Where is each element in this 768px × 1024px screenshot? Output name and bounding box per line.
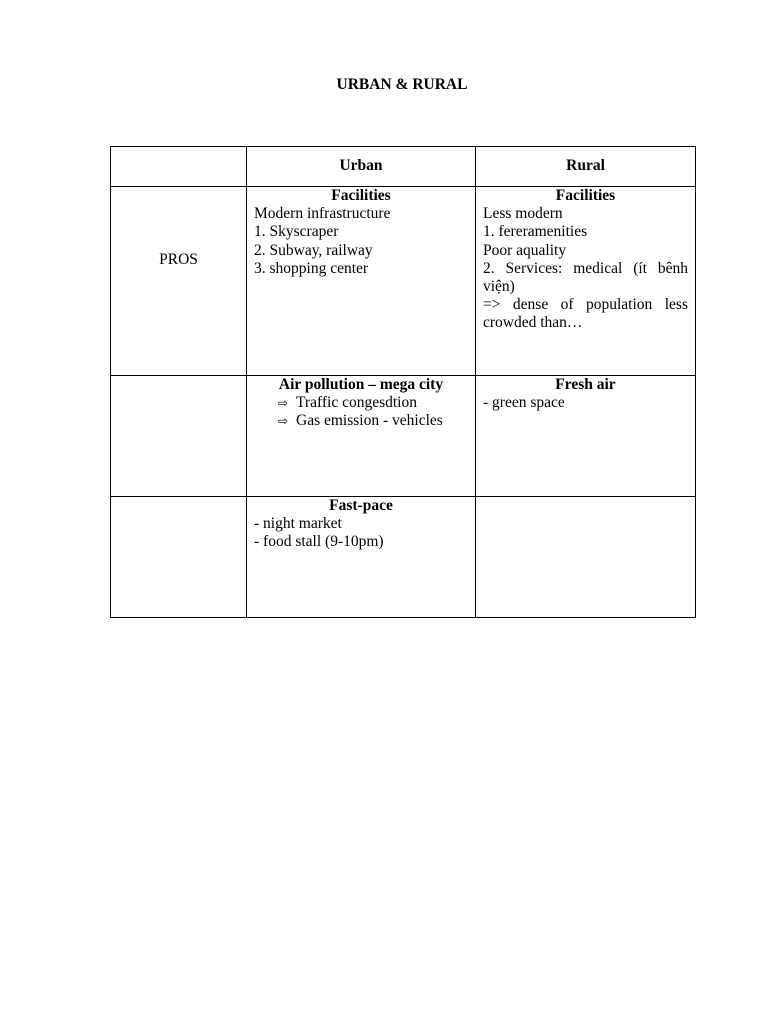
rural-facilities-line: 2. Services: medical (ít bênh viện) <box>483 259 688 296</box>
outline-right-arrow-icon: ⇨ <box>278 396 289 411</box>
rural-facilities-line: Poor aquality <box>483 241 567 259</box>
urban-air-heading: Air pollution – mega city <box>278 376 444 393</box>
urban-pace-cell <box>247 497 476 618</box>
table-row-air <box>111 376 696 497</box>
row-label-empty <box>111 497 247 618</box>
rural-facilities-line: => dense of population less crowded than… <box>483 296 688 332</box>
rural-facilities-heading: Facilities <box>555 187 616 204</box>
row-label-pros: PROS <box>111 187 247 376</box>
urban-facilities-line: Modern infrastructure <box>254 205 391 223</box>
urban-facilities-heading: Facilities <box>331 187 391 204</box>
table-header-row <box>111 147 696 187</box>
comparison-table <box>110 146 696 618</box>
urban-air-bullet <box>254 394 468 412</box>
rural-pace-cell <box>476 497 696 618</box>
urban-air-bullet-text: Gas emission - vehicles <box>296 412 443 430</box>
rural-air-heading: Fresh air <box>555 376 616 393</box>
rural-facilities-line: 1. fereramenities <box>483 223 588 241</box>
urban-facilities-line: 3. shopping center <box>254 259 369 277</box>
urban-facilities-line: 2. Subway, railway <box>254 241 373 259</box>
urban-air-bullet-text: Traffic congesdtion <box>296 394 417 412</box>
rural-facilities-cell <box>476 187 696 376</box>
rural-air-cell <box>476 376 696 497</box>
outline-right-arrow-icon: ⇨ <box>278 414 289 429</box>
row-label-empty <box>111 376 247 497</box>
rural-air-line: - green space <box>483 394 565 412</box>
urban-facilities-line: 1. Skyscraper <box>254 223 339 241</box>
table-row-facilities <box>111 187 696 376</box>
urban-facilities-cell <box>247 187 476 376</box>
urban-pace-line: - food stall (9-10pm) <box>254 533 384 551</box>
header-rural: Rural <box>476 147 696 187</box>
urban-air-bullet <box>254 412 468 430</box>
table-row-pace <box>111 497 696 618</box>
urban-pace-line: - night market <box>254 515 342 533</box>
urban-air-cell <box>247 376 476 497</box>
header-label-cell <box>111 147 247 187</box>
urban-pace-heading: Fast-pace <box>329 497 393 514</box>
document-title: URBAN & RURAL <box>336 76 468 93</box>
header-urban: Urban <box>247 147 476 187</box>
rural-facilities-line: Less modern <box>483 205 563 223</box>
